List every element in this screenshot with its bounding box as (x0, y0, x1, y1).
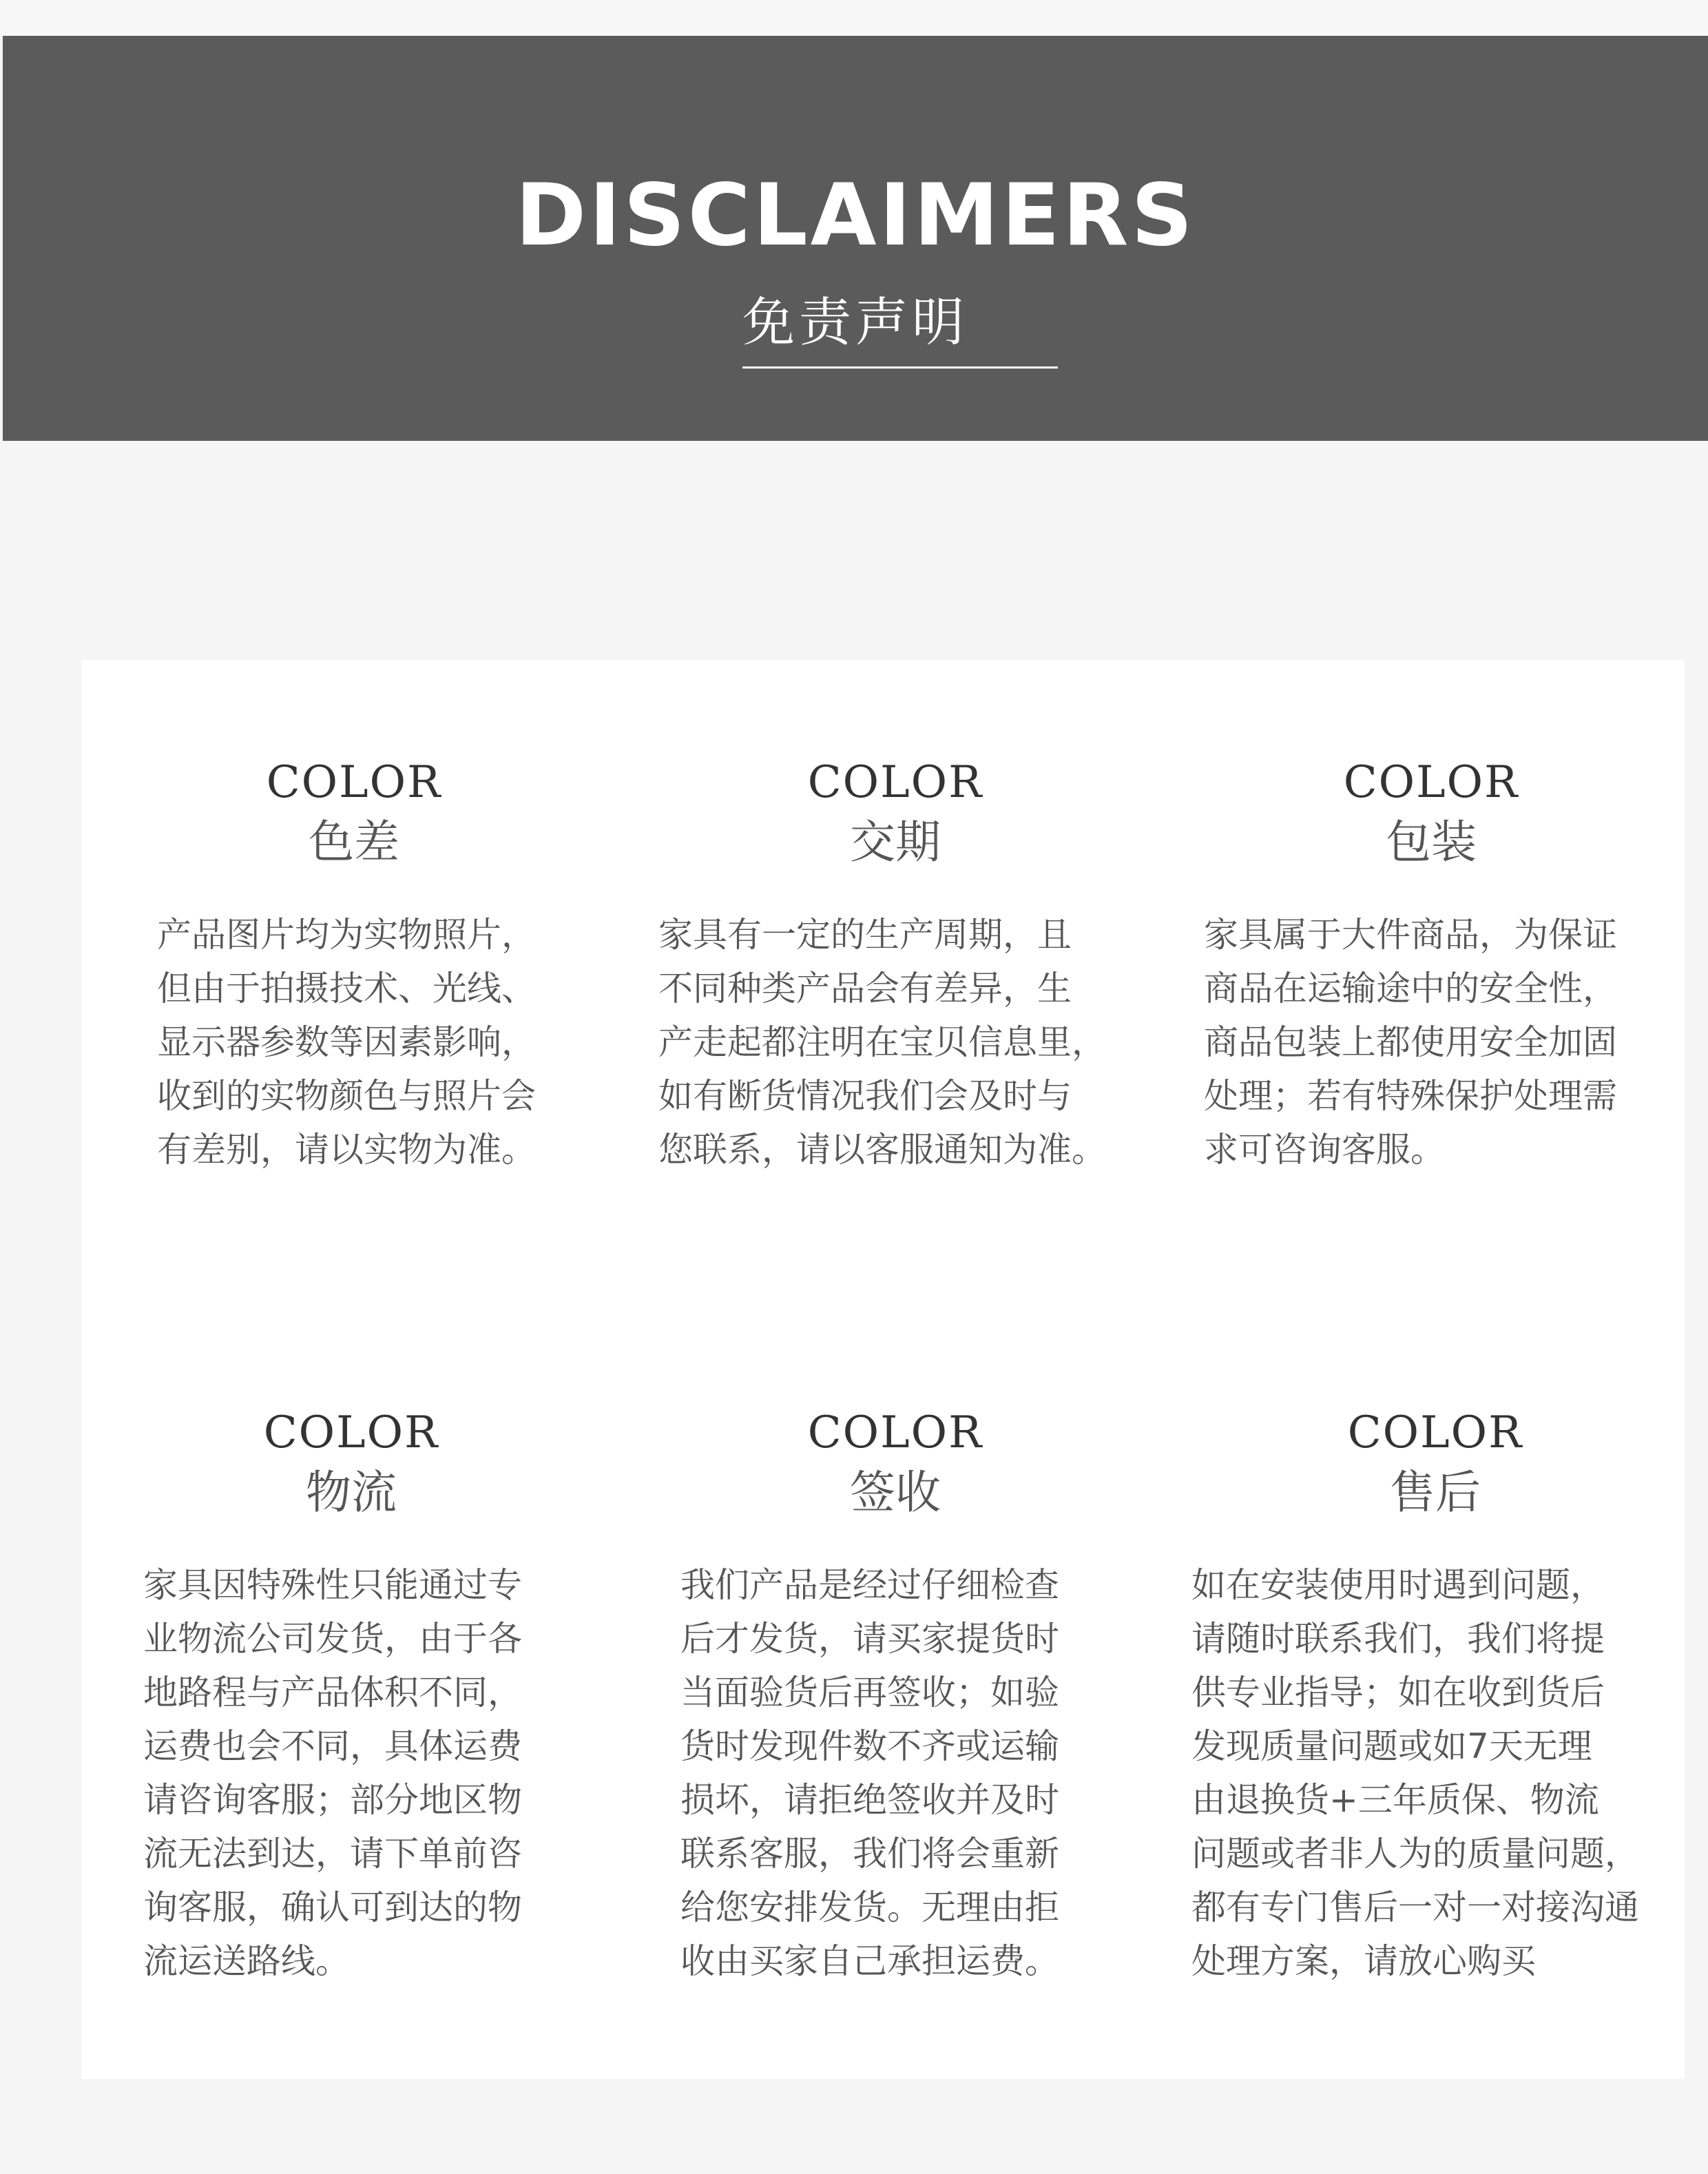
item-description (680, 1558, 1059, 1988)
description-line: 地路程与产品体积不同， (143, 1673, 522, 1712)
description-line: 请咨询客服；部分地区物 (143, 1780, 522, 1820)
description-line: 流无法到达，请下单前咨 (143, 1834, 522, 1874)
item-description (157, 908, 536, 1177)
disclaimer-item-color-difference (134, 754, 574, 873)
item-zh-heading: 物流 (306, 1466, 397, 1519)
item-description (658, 908, 1106, 1177)
description-line: 处理方案，请放心购买 (1191, 1941, 1536, 1981)
item-en-heading: COLOR (1347, 1407, 1523, 1458)
description-line: 给您安排发货。无理由拒 (680, 1887, 1059, 1927)
description-line: 供专业指导；如在收到货后 (1191, 1673, 1605, 1712)
description-line: 流运送路线。 (143, 1941, 350, 1981)
disclaimer-item-lead-time (675, 754, 1116, 873)
item-description (1204, 908, 1617, 1177)
description-line: 产品图片均为实物照片， (157, 915, 536, 955)
description-line: 商品包装上都使用安全加固 (1204, 1022, 1617, 1062)
item-zh-heading: 签收 (850, 1466, 941, 1519)
description-line: 请随时联系我们，我们将提 (1191, 1619, 1605, 1659)
page-title: DISCLAIMERS (515, 166, 1196, 265)
disclaimer-item-packaging (1211, 754, 1652, 873)
description-line: 求可咨询客服。 (1204, 1130, 1445, 1170)
description-line: 损坏，请拒绝签收并及时 (680, 1780, 1059, 1820)
item-en-heading: COLOR (263, 1407, 439, 1458)
description-line: 如在安装使用时遇到问题， (1191, 1565, 1605, 1605)
item-zh-heading: 包装 (1386, 816, 1477, 869)
item-zh-heading: 色差 (309, 816, 399, 869)
item-description (143, 1558, 522, 1988)
description-line: 联系客服，我们将会重新 (680, 1834, 1059, 1874)
item-en-heading: COLOR (807, 1407, 983, 1458)
description-line: 收到的实物颜色与照片会 (157, 1076, 536, 1116)
description-line: 询客服，确认可到达的物 (143, 1887, 522, 1927)
description-line: 但由于拍摄技术、光线、 (157, 969, 536, 1008)
title-underline (742, 366, 1058, 369)
top-strip (0, 0, 1708, 36)
description-line: 都有专门售后一对一对接沟通 (1191, 1887, 1639, 1927)
item-en-heading: COLOR (266, 757, 442, 808)
description-line: 家具属于大件商品，为保证 (1204, 915, 1617, 955)
disclaimer-item-after-sales (1215, 1404, 1656, 1524)
description-line: 处理；若有特殊保护处理需 (1204, 1076, 1617, 1116)
description-line: 您联系，请以客服通知为准。 (658, 1130, 1106, 1170)
description-line: 后才发货，请买家提货时 (680, 1619, 1059, 1659)
item-en-heading: COLOR (807, 757, 983, 808)
description-line: 商品在运输途中的安全性， (1204, 969, 1617, 1008)
description-line: 问题或者非人为的质量问题， (1191, 1834, 1639, 1874)
description-line: 发现质量问题或如7天无理 (1191, 1726, 1592, 1766)
description-line: 货时发现件数不齐或运输 (680, 1726, 1059, 1766)
description-line: 我们产品是经过仔细检查 (680, 1565, 1059, 1605)
disclaimer-item-logistics (131, 1404, 572, 1524)
disclaimer-item-signing (675, 1404, 1116, 1524)
item-en-heading: COLOR (1343, 757, 1519, 808)
description-line: 当面验货后再签收；如验 (680, 1673, 1059, 1712)
item-zh-heading: 售后 (1390, 1466, 1481, 1519)
description-line: 不同种类产品会有差异，生 (658, 969, 1072, 1008)
item-zh-heading: 交期 (850, 816, 941, 869)
description-line: 产走起都注明在宝贝信息里， (658, 1022, 1106, 1062)
description-line: 收由买家自己承担运费。 (680, 1941, 1059, 1981)
description-line: 显示器参数等因素影响， (157, 1022, 536, 1062)
description-line: 家具有一定的生产周期，且 (658, 915, 1072, 955)
item-description (1191, 1558, 1639, 1988)
description-line: 有差别，请以实物为准。 (157, 1130, 536, 1170)
header-banner (3, 36, 1708, 441)
page-subtitle: 免责声明 (742, 291, 968, 353)
description-line: 由退换货+三年质保、物流 (1191, 1780, 1599, 1820)
description-line: 业物流公司发货，由于各 (143, 1619, 522, 1659)
description-line: 运费也会不同，具体运费 (143, 1726, 522, 1766)
description-line: 家具因特殊性只能通过专 (143, 1565, 522, 1605)
description-line: 如有断货情况我们会及时与 (658, 1076, 1072, 1116)
